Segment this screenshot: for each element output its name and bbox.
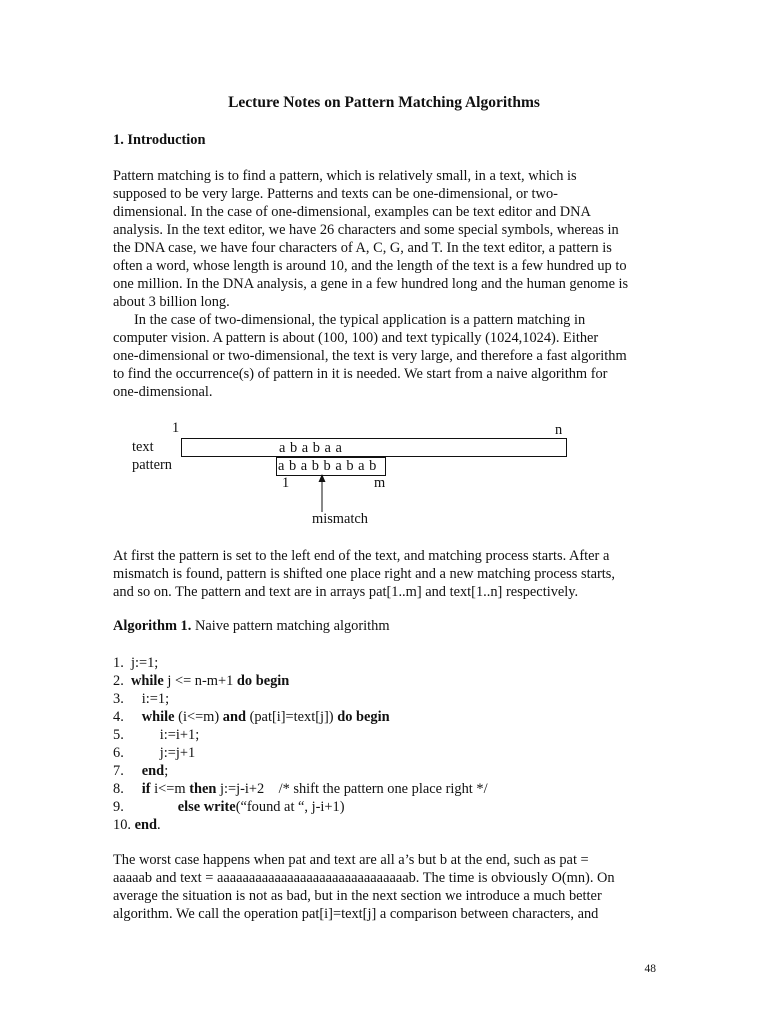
algorithm-keyword: else write — [177, 799, 236, 815]
text-array-box — [181, 438, 567, 457]
text-end-index: n — [555, 422, 563, 438]
algorithm-text: . — [157, 817, 161, 833]
algorithm-line — [113, 690, 488, 708]
algorithm-text: (pat[i]=text[j]) — [245, 709, 338, 725]
algorithm-caption — [113, 618, 390, 635]
algorithm-caption-label: Algorithm 1. — [113, 618, 192, 634]
algorithm-text: ; — [164, 763, 169, 779]
algorithm-text: j <= n-m+1 — [163, 673, 237, 689]
algorithm-line — [113, 708, 488, 726]
algorithm-text: 9. — [113, 799, 178, 815]
algorithm-text: i<=m — [150, 781, 190, 797]
text-label: text — [132, 439, 154, 455]
text-start-index: 1 — [172, 420, 180, 436]
algorithm-keyword: end — [134, 817, 157, 833]
algorithm-keyword: then — [189, 781, 217, 797]
algorithm-keyword: while — [141, 709, 175, 725]
algorithm-text: (i<=m) — [174, 709, 223, 725]
algorithm-keyword: do begin — [236, 673, 290, 689]
pattern-start-index: 1 — [282, 475, 290, 491]
algorithm-text: 7. — [113, 763, 142, 779]
algorithm-text: j:=j-i+2 /* shift the pattern one place right */ — [216, 781, 488, 797]
algorithm-keyword: end — [141, 763, 165, 779]
algorithm-line — [113, 726, 488, 744]
algorithm-line — [113, 654, 488, 672]
algorithm-line — [113, 780, 488, 798]
algorithm-code-block — [113, 654, 488, 834]
paragraph-matching-process: At first the pattern is set to the left end of the text, and matching process starts. After a mismatch is found, pattern is shifted one place right and a new matching process starts, and so on. The pattern and text are in arrays pat[1..m] and text[1..n] respectively. — [113, 548, 615, 600]
pattern-matching-diagram — [0, 418, 768, 538]
algorithm-caption-text: Naive pattern matching algorithm — [191, 618, 390, 634]
text-sequence: a b a b a a — [279, 440, 343, 456]
page-number: 48 — [644, 963, 656, 975]
algorithm-text: 3. i:=1; — [113, 691, 170, 707]
paragraph-worst-case: The worst case happens when pat and text are all a’s but b at the end, such as pat = aaaaab and text = aaaaaaaaaaaaaaaaaaaaaaaaaaaaaab. The time is obviously O(mn). On average the situation is not as bad, but in the next section we introduce a much better algorithm. We call the operation pat[i]=text[j] a comparison between characters, and — [113, 852, 615, 922]
algorithm-line — [113, 672, 488, 690]
algorithm-keyword: and — [222, 709, 246, 725]
section-heading: 1. Introduction — [113, 132, 206, 148]
algorithm-text: 10. — [113, 817, 135, 833]
pattern-label: pattern — [132, 457, 172, 473]
mismatch-label: mismatch — [312, 511, 368, 527]
paragraph-two-dimensional: In the case of two-dimensional, the typical application is a pattern matching in computer vision. A pattern is about (100, 100) and text typically (1024,1024). Either one-dimensional or two-dimensional, the text is very large, and therefore a fast algorithm to find the occurrence(s) of pattern in it is needed. We start from a naive algorithm for one-dimensional. — [113, 312, 627, 400]
algorithm-keyword: while — [131, 673, 164, 689]
pattern-sequence: a b a b b a b a b — [278, 458, 377, 474]
algorithm-keyword: do begin — [337, 709, 390, 725]
algorithm-text: 5. i:=i+1; — [113, 727, 200, 743]
algorithm-line — [113, 762, 488, 780]
algorithm-text: 6. j:=j+1 — [113, 745, 196, 761]
algorithm-line — [113, 798, 488, 816]
mismatch-arrow-icon — [314, 474, 330, 514]
page-title: Lecture Notes on Pattern Matching Algorithms — [228, 94, 540, 111]
algorithm-keyword: if — [141, 781, 151, 797]
pattern-end-index: m — [374, 475, 386, 491]
algorithm-text: 2. — [113, 673, 131, 689]
algorithm-line — [113, 816, 488, 834]
algorithm-text: (“found at “, j-i+1) — [235, 799, 345, 815]
algorithm-text: 4. — [113, 709, 142, 725]
algorithm-line — [113, 744, 488, 762]
paragraph-intro: Pattern matching is to find a pattern, which is relatively small, in a text, which is supposed to be very large. Patterns and texts can be one-dimensional, or two- dimensional. In the case of one-dimensional, examples can be text editor and DNA analysis. In the text editor, we have 26 characters and some special symbols, whereas in the DNA case, we have four characters of A, C, G, and T. In the text editor, a pattern is often a word, whose length is around 10, and the length of the text is a few hundred up to one million. In the DNA analysis, a gene in a few hundred long and the human genome is about 3 billion long. — [113, 168, 629, 310]
algorithm-text: 1. j:=1; — [113, 655, 159, 671]
algorithm-text: 8. — [113, 781, 142, 797]
